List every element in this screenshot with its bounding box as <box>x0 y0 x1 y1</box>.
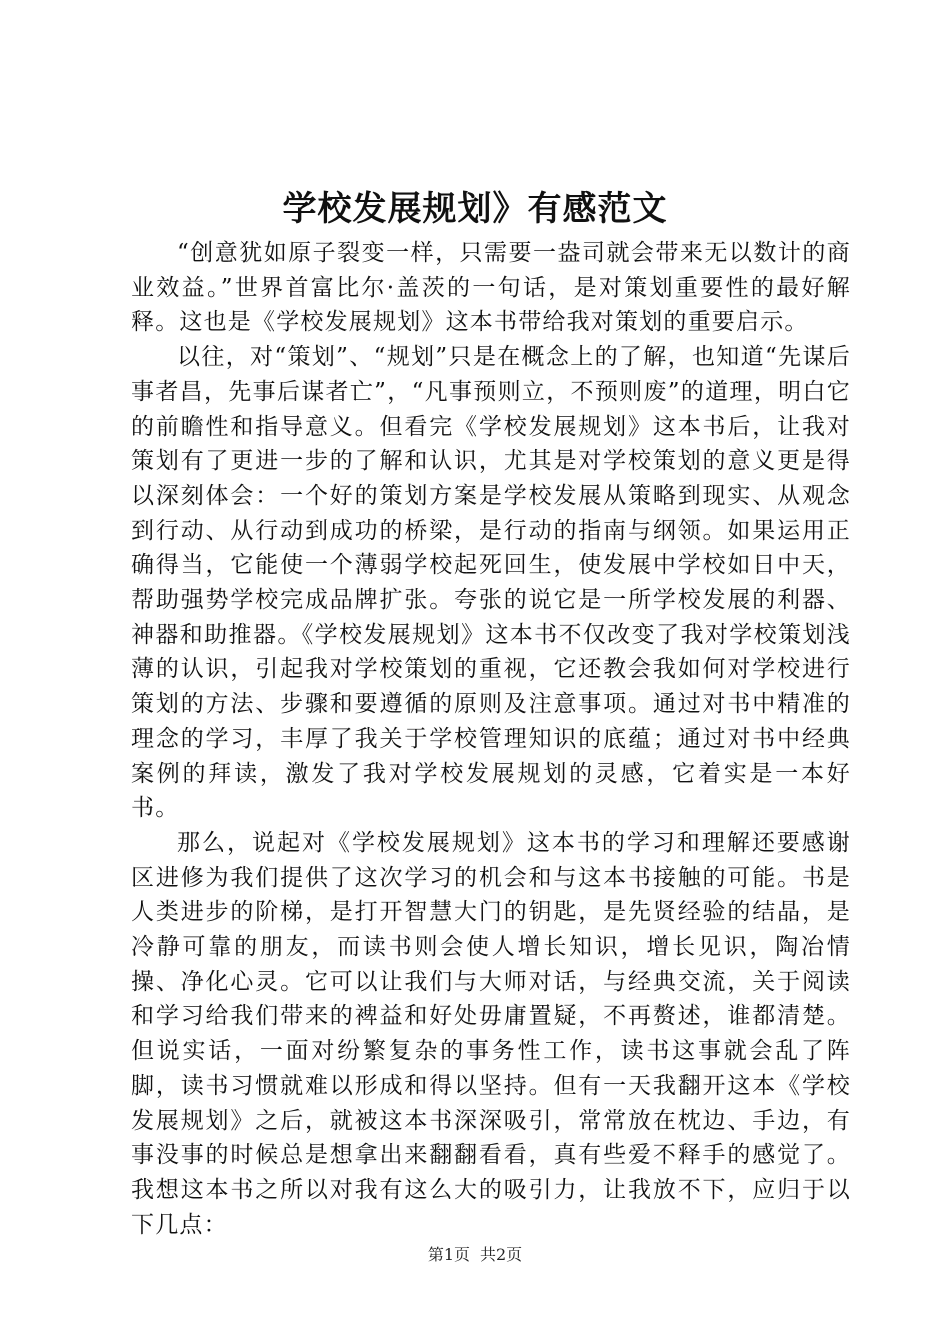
paragraph-1: “创意犹如原子裂变一样，只需要一盎司就会带来无以数计的商业效益。”世界首富比尔·盖茨的一句话，是对策划重要性的最好解释。这也是《学校发展规划》这本书带给我对策划的重要启示。 <box>131 240 851 336</box>
page-footer <box>0 1244 950 1266</box>
paragraph-2: 以往，对“策划”、“规划”只是在概念上的了解，也知道“先谋后事者昌，先事后谋者亡”，“凡事预则立，不预则废”的道理，明白它的前瞻性和指导意义。但看完《学校发展规划》这本书后，让我对策划有了更进一步的了解和认识，尤其是对学校策划的意义更是得以深刻体会：一个好的策划方案是学校发展从策略到现实、从观念到行动、从行动到成功的桥梁，是行动的指南与纲领。如果运用正确得当，它能使一个薄弱学校起死回生，使发展中学校如日中天，帮助强势学校完成品牌扩张。夸张的说它是一所学校发展的利器、神器和助推器。《学校发展规划》这本书不仅改变了我对学校策划浅薄的认识，引起我对学校策划的重视，它还教会我如何对学校进行策划的方法、步骤和要遵循的原则及注意事项。通过对书中精准的理念的学习，丰厚了我关于学校管理知识的底蕴；通过对书中经典案例的拜读，激发了我对学校发展规划的灵感，它着实是一本好书。 <box>131 344 851 822</box>
page-total: 共2页 <box>480 1245 523 1264</box>
document-body <box>131 236 851 1242</box>
paragraph-3: 那么，说起对《学校发展规划》这本书的学习和理解还要感谢区进修为我们提供了这次学习的机会和与这本书接触的可能。书是人类进步的阶梯，是打开智慧大门的钥匙，是先贤经验的结晶，是冷静可靠的朋友，而读书则会使人增长知识，增长见识，陶冶情操、净化心灵。它可以让我们与大师对话，与经典交流，关于阅读和学习给我们带来的裨益和好处毋庸置疑，不再赘述，谁都清楚。但说实话，一面对纷繁复杂的事务性工作，读书这事就会乱了阵脚，读书习惯就难以形成和得以坚持。但有一天我翻开这本《学校发展规划》之后，就被这本书深深吸引，常常放在枕边、手边，有事没事的时候总是想拿出来翻翻看看，真有些爱不释手的感觉了。我想这本书之所以对我有这么大的吸引力，让我放不下，应归于以下几点： <box>131 829 851 1238</box>
page-number: 第1页 <box>427 1245 470 1264</box>
document-title: 学校发展规划》有感范文 <box>282 189 668 229</box>
